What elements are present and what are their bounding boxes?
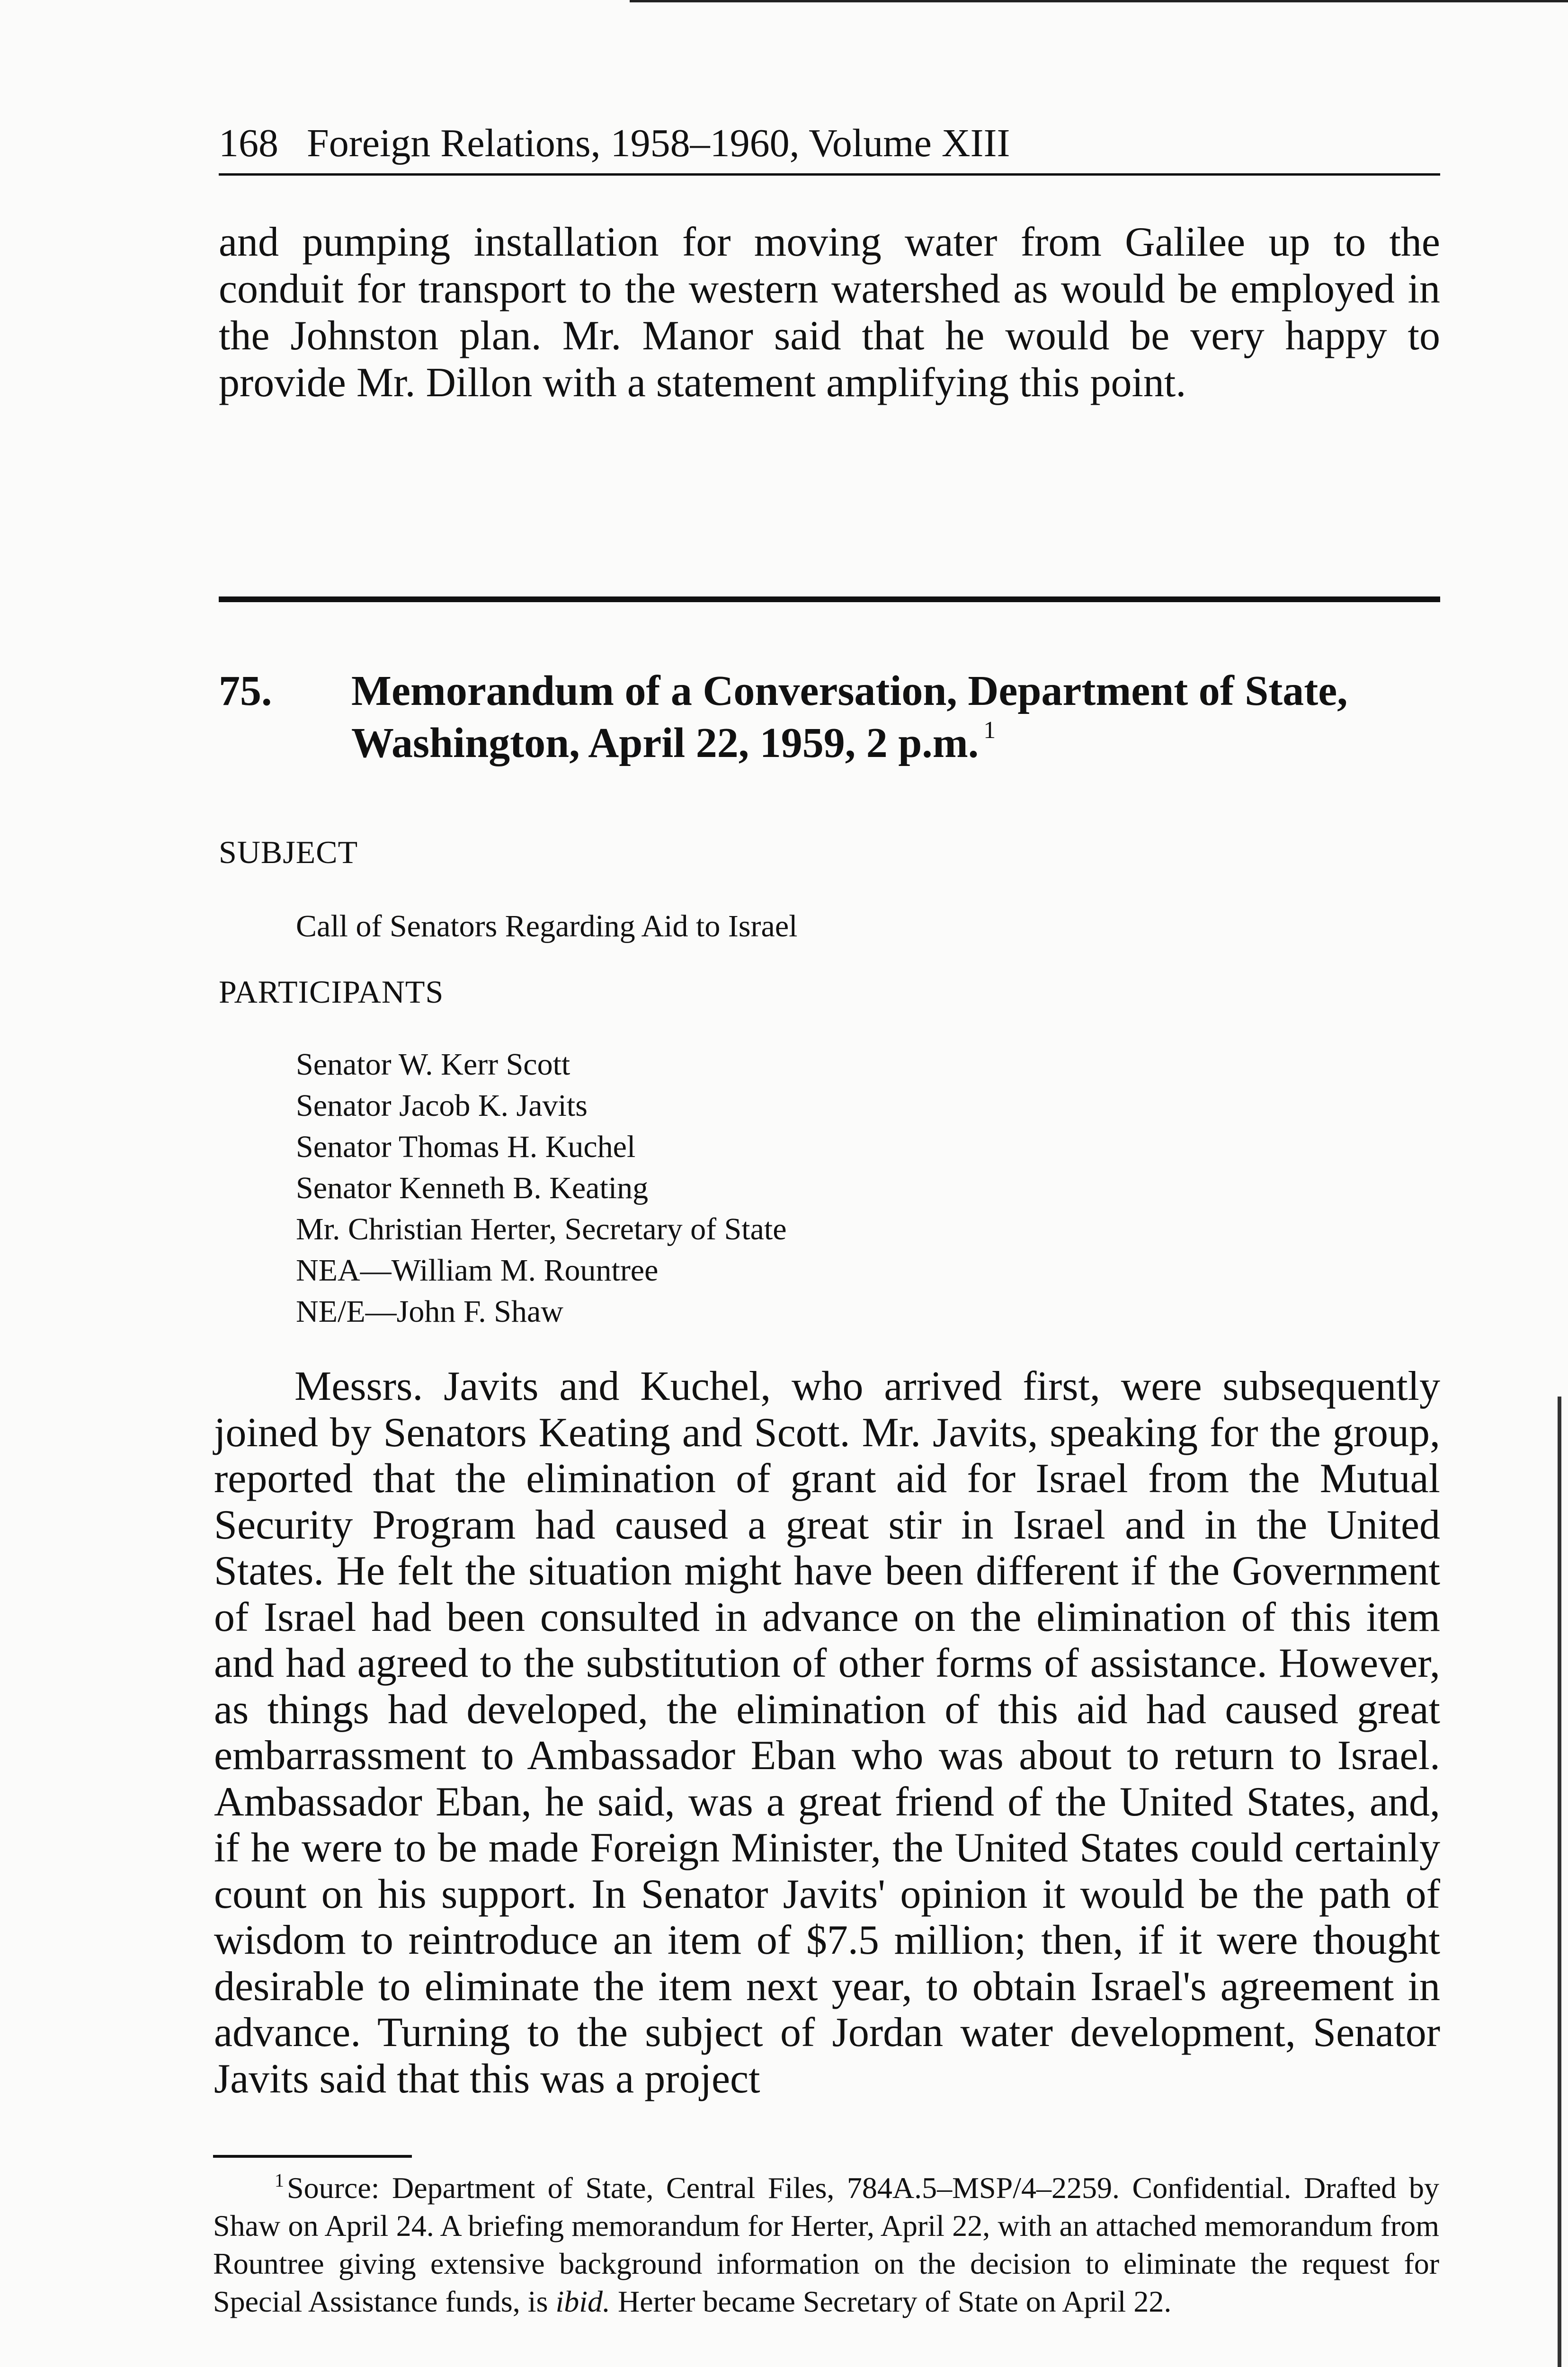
footnote-reference: 1: [983, 717, 996, 744]
scan-edge-line: [1558, 1397, 1561, 2367]
footnote-text: Source: Department of State, Central Files, 784A.5–MSP/4–2259. Confidential. Drafted by Shaw on April 24. A briefing memorandum for Herter, April 22, with an attached memorandum from Rountree giving extensive background information on the decision to eliminate the request for Special Assistance funds, is: [213, 2171, 1439, 2318]
subject-label: SUBJECT: [219, 834, 358, 870]
header-rule: [219, 173, 1440, 176]
footnote-rule: [213, 2155, 412, 2158]
participant: Mr. Christian Herter, Secretary of State: [296, 1212, 787, 1246]
page-number: 168: [219, 121, 278, 165]
document-number: 75.: [219, 667, 272, 714]
body-paragraph: Messrs. Javits and Kuchel, who arrived first, were subsequently joined by Senators Keating and Scott. Mr. Javits, speaking for the group, reported that the elimination of grant aid for Israel from the Mutual Security Program had caused a great stir in Israel and in the United States. He felt the situation might have been different if the Government of Israel had been consulted in advance on the elimination of this item and had agreed to the substitution of other forms of assistance. However, as things had developed, the elimination of this aid had caused great embarrassment to Ambassador Eban who was about to return to Israel. Ambassador Eban, he said, was a great friend of the United States, and, if he were to be made Foreign Minister, the United States could certainly count on his support. In Senator Javits' opinion it would be the path of wisdom to reintroduce an item of $7.5 million; then, if it were thought desirable to eliminate the item next year, to obtain Israel's agreement in advance. Turning to the subject of Jordan water development, Senator Javits said that this was a project: [214, 1363, 1440, 2102]
participant: Senator W. Kerr Scott: [296, 1047, 570, 1082]
subject-text: Call of Senators Regarding Aid to Israel: [296, 909, 798, 943]
document-title-text: Memorandum of a Conversation, Department of State, Washington, April 22, 1959, 2 p.m.: [351, 667, 1348, 766]
participant: NEA—William M. Rountree: [296, 1253, 659, 1288]
running-head: [219, 117, 1440, 174]
participants-label: PARTICIPANTS: [219, 974, 444, 1010]
participants-list: [296, 1044, 787, 1332]
footnote-marker: 1: [275, 2170, 284, 2191]
scan-edge-line: [630, 0, 1568, 2]
footnote-ibid: ibid.: [555, 2285, 611, 2318]
participant: NE/E—John F. Shaw: [296, 1294, 563, 1329]
section-divider: [219, 596, 1440, 602]
running-head-title: Foreign Relations, 1958–1960, Volume XIII: [307, 121, 1010, 165]
footnote: [213, 2169, 1439, 2321]
participant: Senator Jacob K. Javits: [296, 1088, 588, 1123]
document-title: [351, 665, 1440, 769]
participant: Senator Kenneth B. Keating: [296, 1171, 649, 1205]
carry-over-paragraph: and pumping installation for moving water from Galilee up to the conduit for transport to the western watershed as would be employed in the Johnston plan. Mr. Manor said that he would be very happy to provide Mr. Dillon with a statement amplifying this point.: [219, 219, 1440, 406]
participant: Senator Thomas H. Kuchel: [296, 1130, 636, 1164]
footnote-text-end: Herter became Secretary of State on April 22.: [610, 2285, 1172, 2318]
